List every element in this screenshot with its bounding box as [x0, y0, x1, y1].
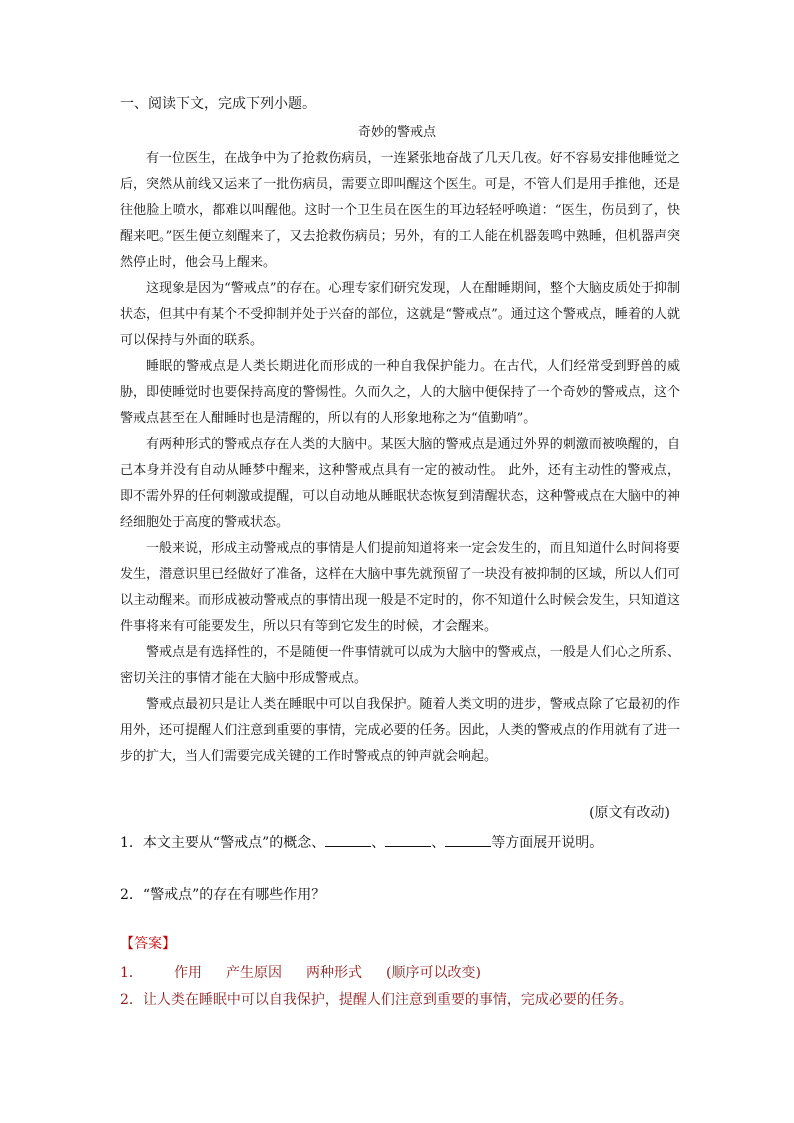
answer-1-item: 产生原因 [226, 965, 282, 981]
question-1-separator: 、 [431, 835, 446, 851]
answer-1-number: 1． [120, 965, 143, 981]
answer-blank [385, 832, 431, 847]
question-2: 2．“警戒点”的存在有哪些作用？ [120, 887, 326, 903]
source-note: (原文有改动) [589, 805, 670, 821]
article-body [120, 146, 680, 770]
answer-1-item: 作用 [174, 965, 202, 981]
answer-2: 2．让人类在睡眠中可以自我保护，提醒人们注意到重要的事情，完成必要的任务。 [120, 992, 633, 1008]
answer-1-note: (顺序可以改变) [386, 965, 481, 981]
paragraph: 有两种形式的警戒点存在人类的大脑中。某医大脑的警戒点是通过外界的刺激而被唤醒的，自己本身并没有自动从睡梦中醒来，这种警戒点具有一定的被动性。 此外，还有主动性的警戒点，即不需外界的任何刺激或提醒，可以自动地从睡眠状态恢复到清醒状态，这种警戒点在大脑中的神经细胞处于高度的警戒状态。 [120, 437, 680, 530]
question-1-prefix: 1．本文主要从“警戒点”的概念、 [120, 835, 326, 851]
question-1 [120, 832, 603, 853]
paragraph: 有一位医生，在战争中为了抢救伤病员，一连紧张地奋战了几天几夜。好不容易安排他睡觉之后，突然从前线又运来了一批伤病员，需要立即叫醒这个医生。可是，不管人们是用手推他，还是往他脸上喷水，都难以叫醒他。这时一个卫生员在医生的耳边轻轻呼唤道：“医生，伤员到了，快醒来吧。”医生便立刻醒来了，又去抢救伤病员；另外，有的工人能在机器轰鸣中熟睡，但机器声突然停止时，他会马上醒来。 [120, 151, 680, 270]
paragraph: 警戒点是有选择性的，不是随便一件事情就可以成为大脑中的警戒点，一般是人们心之所系、密切关注的事情才能在大脑中形成警戒点。 [120, 645, 680, 686]
paragraph: 睡眠的警戒点是人类长期进化而形成的一种自我保护能力。在古代，人们经常受到野兽的威胁，即使睡觉时也要保持高度的警惕性。久而久之，人的大脑中便保持了一个奇妙的警戒点，这个警戒点甚至在人酣睡时也是清醒的，所以有的人形象地称之为“值勤哨”。 [120, 359, 680, 426]
section-title: 一、阅读下文，完成下列小题。 [120, 96, 316, 112]
answer-blank [445, 832, 491, 847]
paragraph: 一般来说，形成主动警戒点的事情是人们提前知道将来一定会发生的，而且知道什么时间将要发生，潜意识里已经做好了准备，这样在大脑中事先就预留了一块没有被抑制的区域，所以人们可以主动醒来。而形成被动警戒点的事情出现一般是不定时的，你不知道什么时候会发生，只知道这件事将来有可能要发生，所以只有等到它发生的时候，才会醒来。 [120, 541, 680, 634]
paragraph: 这现象是因为“警戒点”的存在。心理专家们研究发现，人在酣睡期间，整个大脑皮质处于抑制状态，但其中有某个不受抑制并处于兴奋的部位，这就是“警戒点”。通过这个警戒点，睡着的人就可以保持与外面的联系。 [120, 281, 680, 348]
paragraph: 警戒点最初只是让人类在睡眠中可以自我保护。随着人类文明的进步，警戒点除了它最初的作用外，还可提醒人们注意到重要的事情，完成必要的任务。因此，人类的警戒点的作用就有了进一步的扩大，当人们需要完成关键的工作时警戒点的钟声就会响起。 [120, 697, 680, 764]
answer-1 [120, 963, 505, 983]
answer-label: 【答案】 [120, 936, 176, 952]
article-title: 奇妙的警戒点 [357, 125, 436, 140]
question-1-suffix: 等方面展开说明。 [491, 835, 604, 851]
answer-blank [325, 832, 371, 847]
answer-1-item: 两种形式 [306, 965, 362, 981]
question-1-separator: 、 [371, 835, 386, 851]
